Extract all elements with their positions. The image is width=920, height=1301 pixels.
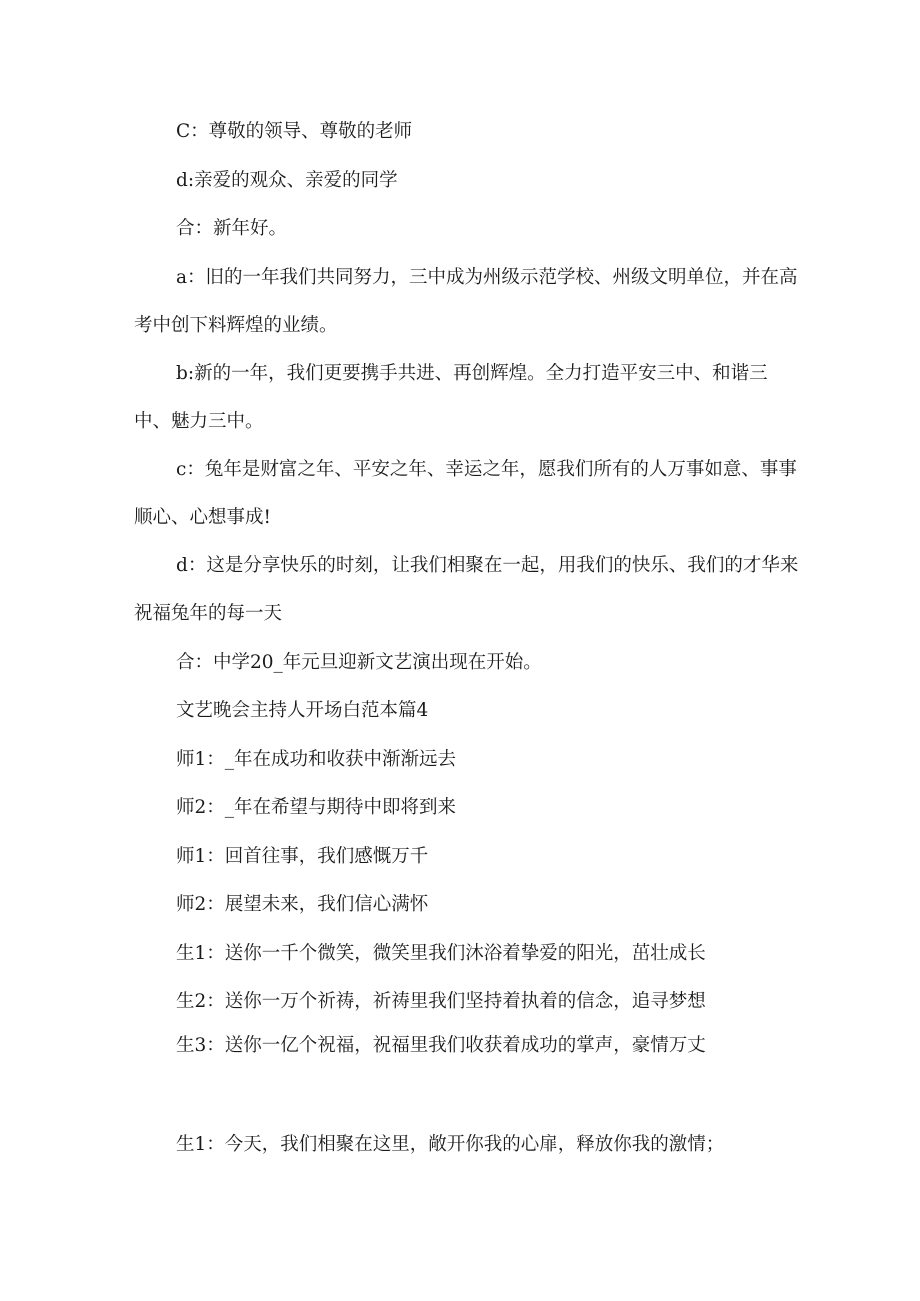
paragraph-student2-prayer: 生2：送你一万个祈祷，祈祷里我们坚持着执着的信念，追寻梦想 — [176, 991, 706, 1012]
paragraph-student3-blessing: 生3：送你一亿个祝福，祝福里我们收获着成功的掌声，豪情万丈 — [176, 1035, 706, 1056]
paragraph-b-new-year: b:新的一年，我们更要携手共进、再创辉煌。全力打造平安三中、和谐三中、魅力三中。 — [134, 363, 768, 432]
section-heading: 文艺晚会主持人开场白范本篇4 — [176, 700, 429, 721]
paragraph-teacher2-line1: 师2：_年在希望与期待中即将到来 — [176, 797, 457, 818]
paragraph-student1-today: 生1：今天，我们相聚在这里，敞开你我的心扉，释放你我的激情； — [176, 1134, 725, 1155]
paragraph-together-new-year: 合：新年好。 — [176, 218, 288, 239]
paragraph-a-old-year: a：旧的一年我们共同努力，三中成为州级示范学校、州级文明单位，并在高考中创下料辉煌的业绩。 — [134, 267, 798, 336]
paragraph-teacher2-line2: 师2：展望未来，我们信心满怀 — [176, 894, 429, 915]
paragraph-teacher1-line1: 师1：_年在成功和收获中渐渐远去 — [176, 749, 457, 770]
paragraph-student1-smile: 生1：送你一千个微笑，微笑里我们沐浴着挚爱的阳光，茁壮成长 — [176, 943, 706, 964]
paragraph-d-greeting: d:亲爱的观众、亲爱的同学 — [176, 170, 398, 191]
paragraph-teacher1-line2: 师1：回首往事，我们感慨万千 — [176, 846, 429, 867]
paragraph-d-sharing-joy: d：这是分享快乐的时刻，让我们相聚在一起，用我们的快乐、我们的才华来祝福兔年的每一天 — [134, 555, 799, 624]
paragraph-c-rabbit-year: c：兔年是财富之年、平安之年、幸运之年，愿我们所有的人万事如意、事事顺心、心想事成! — [134, 459, 797, 528]
paragraph-c-greeting: C：尊敬的领导、尊敬的老师 — [176, 121, 413, 142]
paragraph-together-start: 合：中学20_年元旦迎新文艺演出现在开始。 — [176, 652, 542, 673]
